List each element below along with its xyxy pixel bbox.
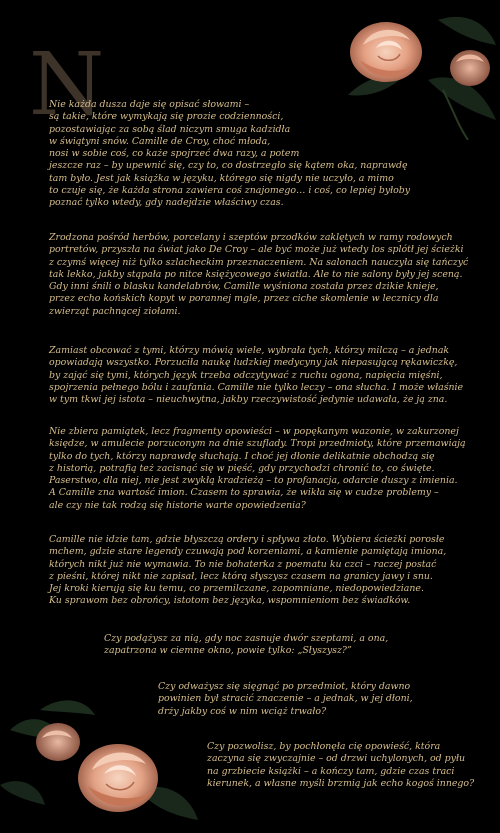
text-line: spojrzenia pełnego bólu i zaufania. Camille nie tylko leczy – ona słucha. I może właśnie (49, 381, 464, 393)
text-line: których nikt już nie wymawia. To nie bohaterka z poematu ku czci – raczej postać (49, 558, 437, 570)
dropcap-letter: N (29, 35, 105, 135)
question-reach (158, 681, 418, 718)
paragraph-paths (49, 534, 479, 608)
text-line: mchem, gdzie stare legendy czuwają pod korzeniami, a kamienie pamiętają imiona, (49, 546, 447, 558)
text-line: zwierząt pachnącej ziołami. (49, 305, 181, 317)
text-line: tak lekko, jakby stąpała po nitce księżycowego światła. Ale to nie salony były jej sceną. (49, 268, 463, 280)
text-line: Gdy inni śnili o blasku kandelabrów, Camille wyśniona została przez dzikie knieje, (49, 281, 439, 293)
text-line: to czuje się, że każda strona zawiera coś znajomego… i coś, co lepiej byłoby (49, 185, 411, 197)
text-line: z czymś więcej niż tylko szlacheckim przeznaczeniem. Na salonach nauczyła się tańczyć (49, 256, 469, 268)
text-line: ale czy nie tak rodzą się historie warte opowiedzenia? (49, 499, 306, 511)
text-line: zaczyna się zwyczajnie – od drzwi uchylonych, od pyłu (207, 753, 466, 765)
text-line: drży jakby coś w nim wciąż trwało? (158, 705, 327, 717)
text-line: Nie zbiera pamiątek, lecz fragmenty opowieści – w popękanym wazonie, w zakurzonej (49, 426, 459, 437)
question-story (207, 741, 477, 790)
text-line: pozostawiając za sobą ślad niczym smuga kadzidła (49, 123, 291, 135)
text-line: Nie każda dusza daje się opisać słowami – (49, 99, 250, 110)
text-line: Czy odważysz się sięgnąć po przedmiot, który dawno (158, 681, 411, 692)
text-line: są takie, które wymykają się prozie codzienności, (49, 111, 284, 123)
text-line: powinien był stracić znaczenie – a jednak, w jej dłoni, (158, 693, 413, 705)
text-line: w tym tkwi jej istota – nieuchwytna, jakby rzeczywistość jedynie udawała, że ją zna. (49, 394, 448, 406)
text-line: opowiadają wszystko. Porzuciła naukę ludzkiej medycyny jak niepasującą rękawiczkę, (49, 357, 458, 369)
text-line: zapatrzona w ciemne okno, powie tylko: „Słyszysz?” (104, 645, 352, 657)
text-line: by zająć się tymi, których język trzeba odczytywać z ruchu ogona, napięcia mięśni, (49, 369, 443, 381)
text-line: Zamiast obcować z tymi, którzy mówią wiele, wybrała tych, którzy milczą – a jednak (49, 345, 450, 356)
text-line: Czy pozwolisz, by pochłonęła cię opowieść, która (207, 741, 441, 752)
text-line: portretów, przyszła na świat jako De Croy – ale być może już wtedy los splótł jej ścieżki (49, 244, 464, 256)
paragraph-intro (49, 99, 411, 210)
paragraph-relics (49, 426, 479, 512)
text-line: nosi w sobie coś, co każe spojrzeć dwa razy, a potem (49, 148, 300, 160)
rose-top-image (318, 0, 500, 140)
text-line: tam było. Jest jak książka w języku, którego się nigdy nie uczyło, a mimo (49, 172, 394, 184)
text-line: poznać tylko wtedy, gdy nadejdzie właściwy czas. (49, 197, 284, 209)
text-line: Zrodzona pośród herbów, porcelany i szeptów przodków zaklętych w ramy rodowych (49, 232, 453, 243)
text-line: księdze, w amulecie porzuconym na dnie szuflady. Tropi przedmioty, które przemawiają (49, 438, 466, 450)
text-line: z historią, potrafią też zacisnąć się w pięść, gdy przychodzi chronić to, co święte. (49, 462, 435, 474)
text-line: jeszcze raz – by upewnić się, czy to, co dostrzegło się kątem oka, naprawdę (49, 160, 408, 172)
text-line: z pieśni, której nikt nie zapisał, lecz którą słyszysz czasem na granicy jawy i snu. (49, 570, 433, 582)
text-line: Paserstwo, dla niej, nie jest zwykłą kradzieżą – to profanacja, odarcie duszy z imienia. (49, 475, 458, 487)
text-line: Camille nie idzie tam, gdzie błyszczą ordery i spływa złoto. Wybiera ścieżki porosłe (49, 534, 445, 545)
text-line: przez echo końskich kopyt w porannej mgle, przez ciche skomlenie w lecznicy dla (49, 293, 439, 305)
text-line: na grzbiecie książki – a kończy tam, gdzie czas traci (207, 765, 455, 777)
text-line: Czy podążysz za nią, gdy noc zasnuje dwór szeptami, a ona, (104, 633, 389, 644)
text-line: w świątyni snów. Camille de Croy, choć młoda, (49, 135, 271, 147)
paragraph-vocation (49, 345, 479, 406)
text-line: tylko do tych, którzy naprawdę słuchają. I choć jej dłonie delikatnie obchodzą się (49, 450, 435, 462)
text-line: A Camille zna wartość imion. Czasem to sprawia, że wikła się w cudze problemy – (49, 487, 439, 499)
text-line: Jej kroki kierują się ku temu, co przemilczane, zapomniane, niedopowiedziane. (49, 583, 424, 595)
text-line: kierunek, a własne myśli brzmią jak echo kogoś innego? (207, 777, 475, 789)
paragraph-origins (49, 232, 479, 318)
text-line: Ku sprawom bez obrońcy, istotom bez języka, wspomnieniom bez świadków. (49, 595, 411, 607)
question-follow (104, 633, 464, 658)
